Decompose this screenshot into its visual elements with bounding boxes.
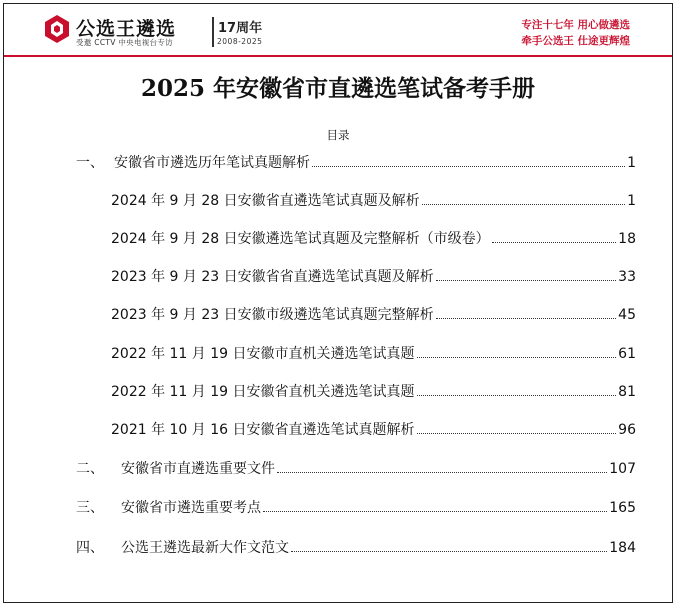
toc-dot-leader (263, 499, 607, 512)
toc-dot-leader (312, 154, 625, 167)
toc-entry-number: 三、 (76, 500, 104, 516)
toc-page-number: 33 (618, 269, 636, 285)
toc-page-number: 107 (609, 461, 636, 477)
slogan-line-2: 牵手公选王 仕途更辉煌 (521, 35, 630, 47)
toc-entry-label: 2022 年 11 月 19 日安徽省直机关遴选笔试真题 (111, 384, 415, 400)
document-title: 2025 年安徽省市直遴选笔试备考手册 (140, 75, 536, 102)
toc-entry[interactable] (4, 458, 636, 478)
toc-entry-label: 2021 年 10 月 16 日安徽省直遴选笔试真题解析 (111, 422, 415, 438)
anniversary-years: 2008-2025 (217, 37, 263, 46)
toc-entry-label: 2024 年 9 月 28 日安徽遴选笔试真题及完整解析（市级卷） (111, 231, 490, 247)
anniversary-label: 17周年 (218, 21, 263, 36)
toc-entry[interactable] (4, 190, 636, 210)
toc-entry-label: 安徽省市遴选历年笔试真题解析 (114, 155, 310, 171)
toc-dot-leader (277, 460, 607, 473)
toc-dot-leader (291, 539, 607, 552)
toc-page-number: 165 (609, 500, 636, 516)
toc-dot-leader (436, 306, 617, 319)
toc-page-number: 45 (618, 307, 636, 323)
toc-entry[interactable] (4, 343, 636, 363)
toc-entry-label: 2022 年 11 月 19 日安徽市直机关遴选笔试真题 (111, 346, 415, 362)
brand-name: 公选王遴选 (76, 18, 177, 40)
toc-dot-leader (492, 230, 617, 243)
toc-entry[interactable] (4, 497, 636, 517)
toc-entry-number: 二、 (76, 461, 104, 477)
toc-heading: 目录 (326, 128, 350, 142)
toc-dot-leader (422, 192, 625, 205)
header-divider (212, 17, 214, 47)
toc-entry-label: 安徽省市直遴选重要文件 (121, 461, 275, 477)
toc-entry[interactable] (4, 152, 636, 172)
toc-page-number: 96 (618, 422, 636, 438)
toc-entry[interactable] (4, 304, 636, 324)
header-rule (4, 55, 672, 57)
brand-logo-icon (44, 14, 70, 44)
toc-entry-label: 2023 年 9 月 23 日安徽市级遴选笔试真题完整解析 (111, 307, 434, 323)
toc-entry-label: 公选王遴选最新大作文范文 (121, 540, 289, 556)
toc-entry[interactable] (4, 537, 636, 557)
toc-page-number: 18 (618, 231, 636, 247)
brand-tagline: 受邀 CCTV 中央电视台专访 (76, 38, 173, 47)
document-page (3, 3, 673, 603)
toc-entry[interactable] (4, 228, 636, 248)
toc-page-number: 184 (609, 540, 636, 556)
slogan-line-1: 专注十七年 用心做遴选 (521, 19, 630, 31)
toc-page-number: 1 (627, 155, 636, 171)
toc-entry-number: 一、 (76, 155, 104, 171)
toc-page-number: 81 (618, 384, 636, 400)
toc-entry[interactable] (4, 381, 636, 401)
toc-dot-leader (417, 421, 617, 434)
toc-dot-leader (436, 268, 617, 281)
toc-page-number: 61 (618, 346, 636, 362)
toc-entry[interactable] (4, 419, 636, 439)
page-header (4, 4, 672, 54)
toc-entry-label: 2023 年 9 月 23 日安徽省省直遴选笔试真题及解析 (111, 269, 434, 285)
toc-dot-leader (417, 345, 617, 358)
toc-entry-number: 四、 (76, 540, 104, 556)
toc-entry[interactable] (4, 266, 636, 286)
toc-entry-label: 安徽省市遴选重要考点 (121, 500, 261, 516)
toc-dot-leader (417, 383, 617, 396)
toc-entry-label: 2024 年 9 月 28 日安徽省直遴选笔试真题及解析 (111, 193, 420, 209)
toc-page-number: 1 (627, 193, 636, 209)
